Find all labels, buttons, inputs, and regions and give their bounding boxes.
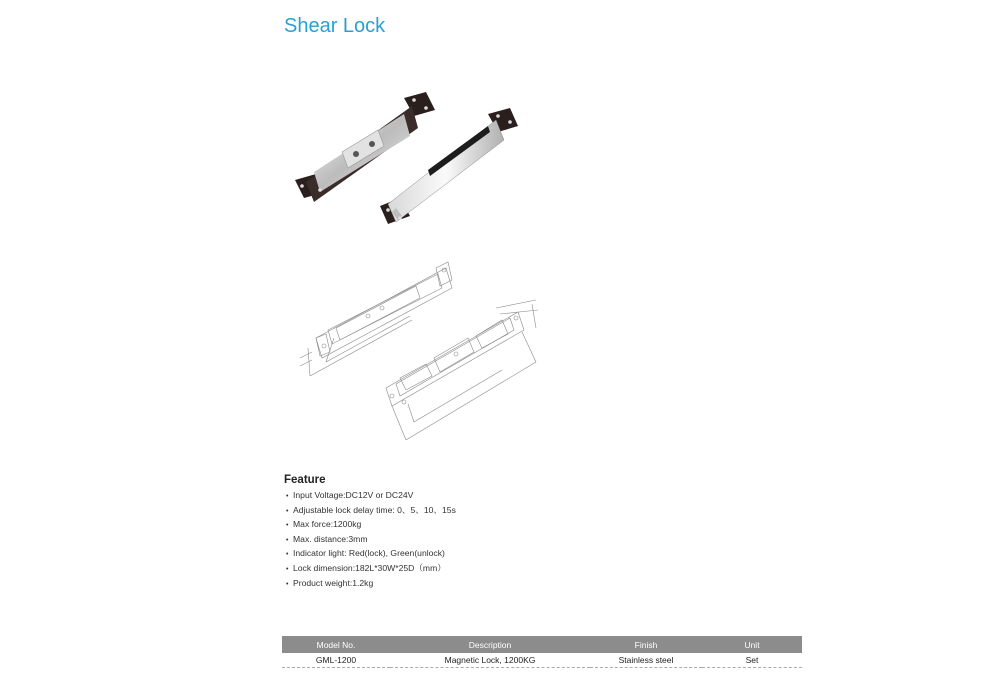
feature-item: • Product weight:1.2kg bbox=[286, 577, 456, 592]
lower-view-outline bbox=[386, 300, 538, 440]
cell-model: GML-1200 bbox=[282, 653, 390, 668]
column-header-finish: Finish bbox=[590, 636, 702, 653]
upper-view-outline bbox=[300, 262, 452, 376]
feature-heading: Feature bbox=[284, 474, 326, 486]
cell-description: Magnetic Lock, 1200KG bbox=[390, 653, 590, 668]
feature-item: • Indicator light: Red(lock), Green(unlock) bbox=[286, 547, 456, 562]
spec-table bbox=[282, 636, 802, 668]
feature-item: • Input Voltage:DC12V or DC24V bbox=[286, 489, 456, 504]
cell-unit: Set bbox=[702, 653, 802, 668]
feature-list bbox=[286, 489, 456, 591]
column-header-description: Description bbox=[390, 636, 590, 653]
bullet-dot-icon: • bbox=[286, 493, 289, 500]
table-header-row bbox=[282, 636, 802, 653]
cell-finish: Stainless steel bbox=[590, 653, 702, 668]
bullet-dot-icon: • bbox=[286, 580, 289, 588]
bullet-dot-icon: • bbox=[286, 565, 289, 573]
technical-drawing bbox=[296, 258, 546, 443]
bullet-dot-icon: • bbox=[286, 507, 289, 515]
column-header-model: Model No. bbox=[282, 636, 390, 653]
product-photo bbox=[292, 92, 522, 232]
page-title: Shear Lock bbox=[284, 15, 386, 37]
bullet-dot-icon: • bbox=[286, 536, 289, 544]
bullet-dot-icon: • bbox=[286, 551, 289, 559]
bullet-dot-icon: • bbox=[286, 522, 289, 530]
feature-item: • Adjustable lock delay time: 0、5、10、15s bbox=[286, 504, 456, 519]
table-row bbox=[282, 653, 802, 668]
feature-item: • Lock dimension:182L*30W*25D（mm） bbox=[286, 562, 456, 577]
column-header-unit: Unit bbox=[702, 636, 802, 653]
feature-item: • Max. distance:3mm bbox=[286, 533, 456, 548]
feature-item: • Max force:1200kg bbox=[286, 518, 456, 533]
